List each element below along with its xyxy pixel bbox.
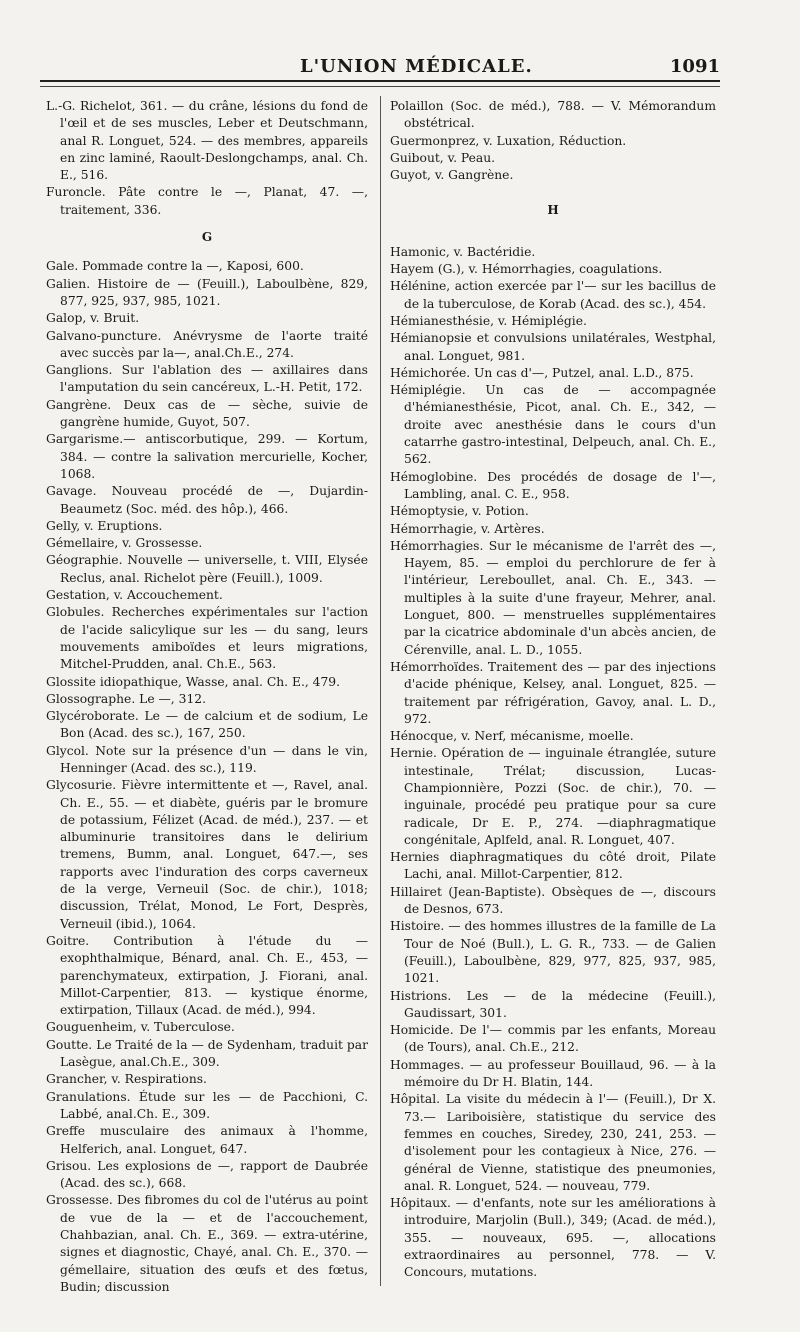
index-entry: Goitre. Contribution à l'étude du — exophthalmique, Bénard, anal. Ch. E., 453, — parenchymateux, extirpation, J. Fiorani, anal. Millot-Carpentier, 813. — kystique énorme, extirpation, Tillaux (Acad. de méd.), 994. xyxy=(46,933,368,1018)
index-entry: Hernies diaphragmatiques du côté droit, Pilate Lachi, anal. Millot-Carpentier, 812. xyxy=(390,850,716,882)
index-entry: Gargarisme.— antiscorbutique, 299. — Kortum, 384. — contre la salivation mercurielle, Kocher, 1068. xyxy=(46,432,368,481)
index-entry: Galien. Histoire de — (Feuill.), Laboulbène, 829, 877, 925, 937, 985, 1021. xyxy=(46,276,368,308)
index-entry: Hénocque, v. Nerf, mécanisme, moelle. xyxy=(390,729,634,744)
index-entry: Granulations. Étude sur les — de Pacchioni, C. Labbé, anal.Ch. E., 309. xyxy=(46,1089,368,1121)
index-entry: Guyot, v. Gangrène. xyxy=(390,168,514,183)
index-entry: Hémorrhoïdes. Traitement des — par des injections d'acide phénique, Kelsey, anal. Longuet, 825. — traitement par réfrigération, Gavoy, anal. L. D., 972. xyxy=(390,659,716,726)
index-entry: Ganglions. Sur l'ablation des — axillaires dans l'amputation du sein cancéreux, L.-H. Petit, 172. xyxy=(46,363,368,395)
index-entry: Hernie. Opération de — inguinale étranglée, suture intestinale, Trélat; discussion, Lucas-Championnière, Pozzi (Soc. de chir.), 70. — inguinale, procédé peu pratique pour sa cure radicale, Dr E. P., 274. —diaphragmatique congénitale, Aplfeld, anal. R. Longuet, 407. xyxy=(390,746,716,847)
index-entry: Furoncle. Pâte contre le —, Planat, 47. —, traitement, 336. xyxy=(46,185,368,217)
index-entry: Hommages. — au professeur Bouillaud, 96. — à la mémoire du Dr H. Blatin, 144. xyxy=(390,1057,716,1090)
index-entry: Glycol. Note sur la présence d'un — dans le vin, Henninger (Acad. des sc.), 119. xyxy=(46,743,368,775)
index-entry: Gangrène. Deux cas de — sèche, suivie de gangrène humide, Guyot, 507. xyxy=(46,397,368,430)
index-entry: Grossesse. Des fibromes du col de l'utérus au point de vue de la — et de l'accouchement, Chahbazian, anal. Ch. E., 369. — extra-utérine, signes et diagnostic, Chayé, anal. Ch. E., 370. — gémellaire, situation des œufs et des fœtus, Budin; discussion xyxy=(46,1193,368,1294)
index-entry: Gémellaire, v. Grossesse. xyxy=(46,536,203,551)
index-entry: Hillairet (Jean-Baptiste). Obsèques de —, discours de Desnos, 673. xyxy=(390,884,716,917)
index-entry: L.-G. Richelot, 361. — du crâne, lésions du fond de l'œil et de ses muscles, Leber et Deutschmann, anal R. Longuet, 524. — des membres, appareils en zinc laminé, Raoult-Deslongchamps, anal. Ch. E., 516. xyxy=(46,99,368,183)
index-entry: Hémorrhagie, v. Artères. xyxy=(390,521,545,536)
index-entry: Gouguenheim, v. Tuberculose. xyxy=(46,1020,235,1035)
index-entry: Grisou. Les explosions de —, rapport de Daubrée (Acad. des sc.), 668. xyxy=(46,1158,368,1191)
journal-title: L'UNION MÉDICALE. xyxy=(300,56,533,77)
index-entry: Galvano-puncture. Anévrysme de l'aorte traité avec succès par la—, anal.Ch.E., 274. xyxy=(46,328,368,360)
index-entry: Gavage. Nouveau procédé de —, Dujardin-Beaumetz (Soc. méd. des hôp.), 466. xyxy=(46,484,368,516)
column-divider xyxy=(380,96,381,1286)
index-entry: Glossite idiopathique, Wasse, anal. Ch. E., 479. xyxy=(46,674,341,689)
index-entry: Hémianopsie et convulsions unilatérales, Westphal, anal. Longuet, 981. xyxy=(390,331,716,363)
index-entry: Polaillon (Soc. de méd.), 788. — V. Mémorandum obstétrical. xyxy=(390,99,716,131)
index-entry: Hélénine, action exercée par l'— sur les bacillus de de la tuberculose, de Korab (Acad. des sc.), 454. xyxy=(390,279,716,311)
index-entry: Guibout, v. Peau. xyxy=(390,150,496,165)
index-entry: Hôpital. La visite du médecin à l'— (Feuill.), Dr X. 73.— Lariboisière, statistique du service des femmes en couches, Siredey, 230, 241, 253. — d'isolement pour les contagieux à Nice, 276. — général de Vienne, statistique des pneumonies, anal. R. Longuet, 524. — nouveau, 779. xyxy=(390,1092,716,1193)
index-entry: Hayem (G.), v. Hémorrhagies, coagulations. xyxy=(390,262,663,277)
index-entry: Glycosurie. Fièvre intermittente et —, Ravel, anal. Ch. E., 55. — et diabète, guéris par le bromure de potassium, Félizet (Acad. de méd.), 237. — et albuminurie transitoires dans le delirium tremens, Bumm, anal. Longuet, 647.—, ses rapports avec l'induration des corps caverneux de la verge, Verneuil (Soc. de chir.), 1018; discussion, Trélat, Monod, Le Fort, Desprès, Verneuil (ibid.), 1064. xyxy=(46,778,368,931)
header-rule xyxy=(40,86,720,87)
index-entry: Géographie. Nouvelle — universelle, t. VIII, Elysée Reclus, anal. Richelot père (Feuill.), 1009. xyxy=(46,553,368,585)
section-letter-g: G xyxy=(201,230,213,245)
index-entry: Histoire. — des hommes illustres de la famille de La Tour de Noé (Bull.), L. G. R., 733. — de Galien (Feuill.), Laboulbène, 829, 977, 825, 937, 985, 1021. xyxy=(390,919,716,986)
index-entry: Glycéroborate. Le — de calcium et de sodium, Le Bon (Acad. des sc.), 167, 250. xyxy=(46,709,368,741)
index-entry: Hémorrhagies. Sur le mécanisme de l'arrêt des —, Hayem, 85. — emploi du perchlorure de fer à l'intérieur, Lereboullet, anal. Ch. E., 343. — multiples à la suite d'une frayeur, Mehrer, anal. Longuet, 800. — menstruelles supplémentaires par la cicatrice abdominale d'un abcès ancien, de Cérenville, anal. L. D., 1055. xyxy=(390,538,716,657)
index-entry: Guermonprez, v. Luxation, Réduction. xyxy=(390,133,627,148)
index-entry: Hémoglobine. Des procédés de dosage de l'—, Lambling, anal. C. E., 958. xyxy=(390,469,716,501)
index-entry: Hôpitaux. — d'enfants, note sur les améliorations à introduire, Marjolin (Bull.), 349; (Acad. de méd.), 355. — nouveaux, 695. —, allocations extraordinaires au personnel, 778. — V. Concours, mutations. xyxy=(390,1196,716,1280)
index-entry: Homicide. De l'— commis par les enfants, Moreau (de Tours), anal. Ch.E., 212. xyxy=(390,1023,716,1055)
index-entry: Greffe musculaire des animaux à l'homme, Helferich, anal. Longuet, 647. xyxy=(46,1124,368,1156)
index-entry: Hémianesthésie, v. Hémiplégie. xyxy=(390,313,587,328)
index-entry: Gestation, v. Accouchement. xyxy=(46,588,223,603)
index-entry: Globules. Recherches expérimentales sur l'action de l'acide salicylique sur les — du sang, leurs mouvements amiboïdes et leurs migrations, Mitchel-Prudden, anal. Ch.E., 563. xyxy=(46,605,368,672)
page-header xyxy=(40,50,720,82)
left-column xyxy=(46,98,368,1296)
page-number: 1091 xyxy=(669,56,720,77)
index-entry: Hamonic, v. Bactéridie. xyxy=(390,244,536,259)
right-column xyxy=(390,98,716,1282)
index-entry: Gale. Pommade contre la —, Kaposi, 600. xyxy=(46,259,304,274)
index-entry: Grancher, v. Respirations. xyxy=(46,1072,207,1087)
index-entry: Hémichorée. Un cas d'—, Putzel, anal. L.D., 875. xyxy=(390,365,694,380)
section-letter-h: H xyxy=(547,203,559,218)
index-entry: Hémiplégie. Un cas de — accompagnée d'hémianesthésie, Picot, anal. Ch. E., 342, — droite avec anesthésie dans le cours d'un catarrhe gastro-intestinal, Delpeuch, anal. Ch. E., 562. xyxy=(390,383,716,467)
index-entry: Goutte. Le Traité de la — de Sydenham, traduit par Lasègue, anal.Ch.E., 309. xyxy=(46,1037,368,1070)
index-entry: Hémoptysie, v. Potion. xyxy=(390,504,529,519)
index-entry: Gelly, v. Eruptions. xyxy=(46,518,163,533)
index-entry: Histrions. Les — de la médecine (Feuill.), Gaudissart, 301. xyxy=(390,988,716,1020)
index-entry: Glossographe. Le —, 312. xyxy=(46,691,206,706)
index-entry: Galop, v. Bruit. xyxy=(46,311,140,326)
